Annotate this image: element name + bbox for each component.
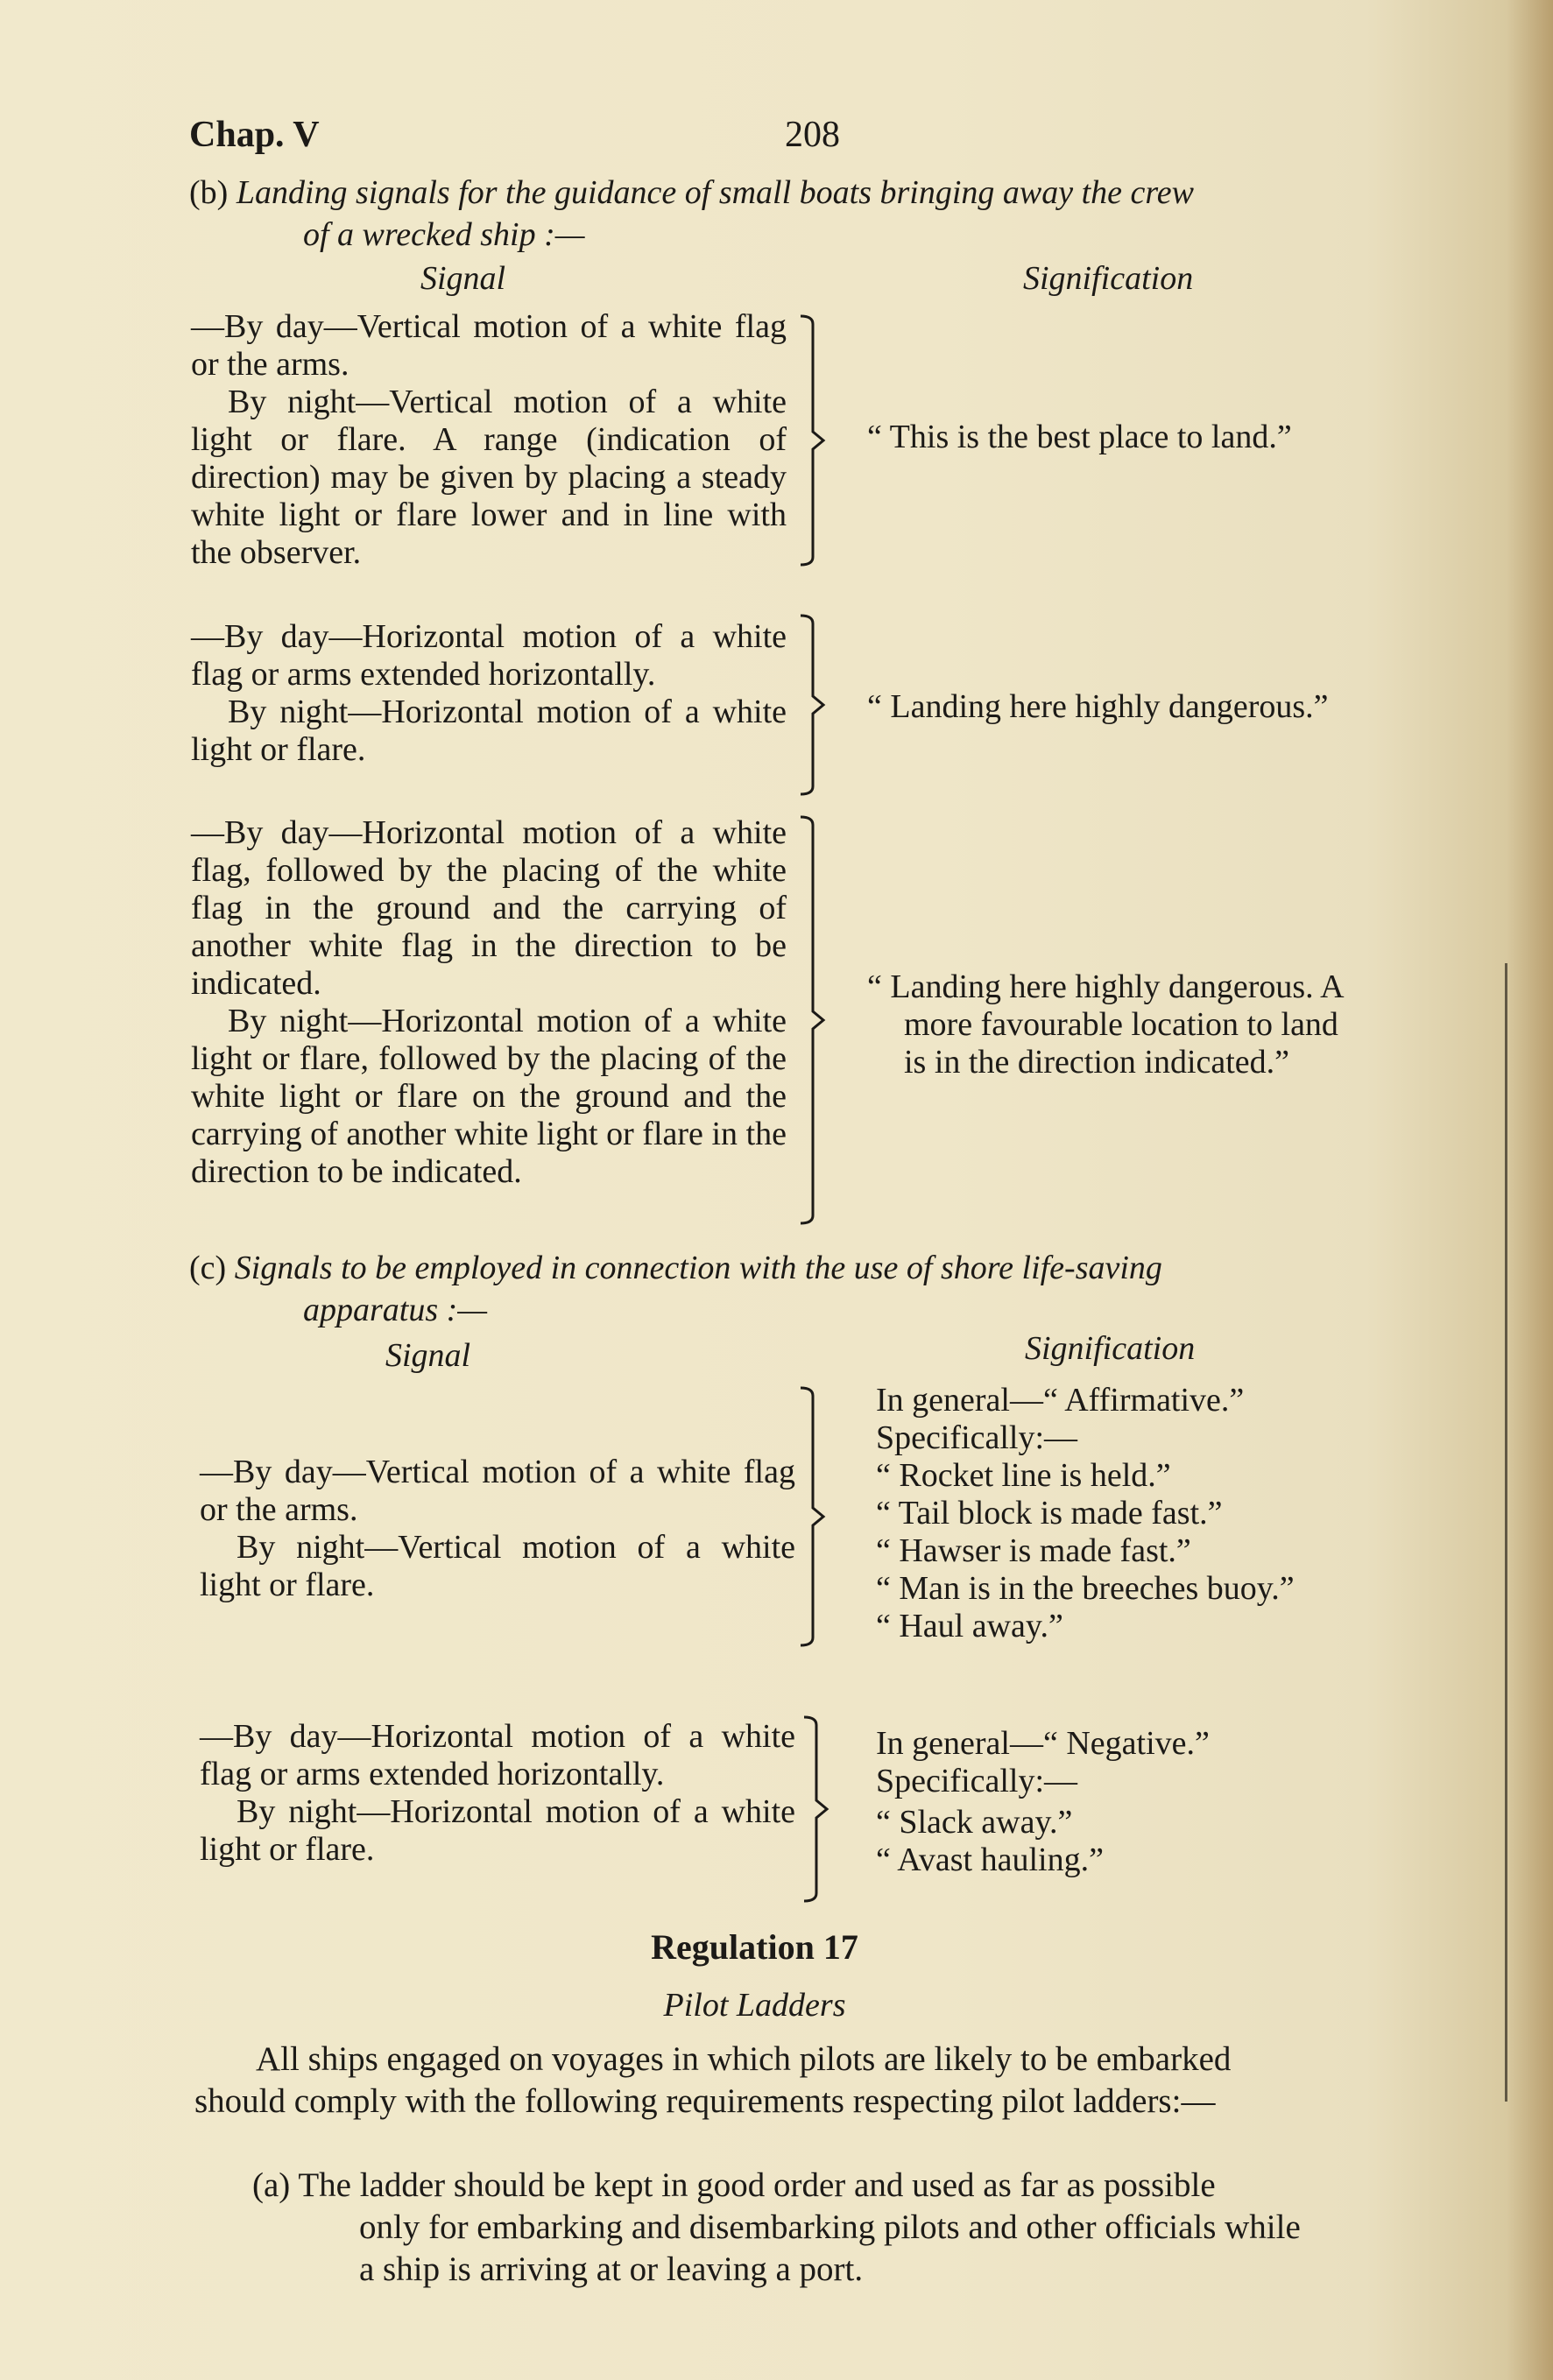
signification-line: “ Rocket line is held.” bbox=[876, 1457, 1171, 1494]
night-signal: By night—Horizontal motion of a white light or flare, followed by the placing of the white light or flare on the ground and the carrying of another white light or flare in the direction to be indicated. bbox=[191, 1003, 787, 1190]
day-signal: —By day—Horizontal motion of a white flag or arms extended horizontally. bbox=[191, 618, 787, 693]
section-b-row-1-meaning bbox=[867, 419, 1292, 456]
day-signal: —By day—Horizontal motion of a white flag, followed by the placing of the white flag in the ground and the carrying of another white flag in the direction to be indicated. bbox=[191, 814, 787, 1002]
signification-text: “ Landing here highly dangerous.” bbox=[867, 688, 1329, 725]
item-a-line1: The ladder should be kept in good order and used as far as possible bbox=[298, 2166, 1216, 2204]
section-c-row-1-meaning bbox=[876, 1382, 1295, 1645]
brace bbox=[797, 613, 832, 797]
brace bbox=[797, 313, 832, 567]
brace bbox=[801, 1715, 836, 1904]
section-c-row-2-signal bbox=[200, 1718, 795, 1869]
section-b-row-2-meaning bbox=[867, 688, 1329, 726]
section-b-row-3-signal bbox=[191, 814, 787, 1191]
section-b-signal-heading: Signal bbox=[420, 260, 506, 297]
brace bbox=[797, 814, 832, 1226]
section-b-signification-heading: Signification bbox=[1023, 260, 1194, 297]
section-b-title-line1: Landing signals for the guidance of small boats bringing away the crew bbox=[236, 174, 1194, 211]
section-c-title bbox=[189, 1247, 1162, 1289]
section-c-row-1-signal bbox=[200, 1454, 795, 1604]
brace bbox=[797, 1385, 832, 1648]
signification-line: Specifically:— bbox=[876, 1763, 1078, 1799]
signification-line: “ Hawser is made fast.” bbox=[876, 1532, 1191, 1569]
day-signal: —By day—Vertical motion of a white flag or the arms. bbox=[191, 308, 787, 383]
signification-line: more favourable location to land bbox=[904, 1006, 1338, 1043]
regulation-title: Regulation 17 bbox=[651, 1927, 858, 1967]
regulation-subtitle: Pilot Ladders bbox=[663, 1987, 846, 2024]
section-c-signification-heading: Signification bbox=[1025, 1330, 1196, 1367]
signification-line: is in the direction indicated.” bbox=[904, 1044, 1290, 1081]
signification-line: In general—“ Affirmative.” bbox=[876, 1382, 1245, 1419]
signification-line: “ Man is in the breeches buoy.” bbox=[876, 1570, 1295, 1607]
section-b-row-2-signal bbox=[191, 618, 787, 769]
signification-line: “ Avast hauling.” bbox=[876, 1841, 1104, 1878]
signification-line: “ Slack away.” bbox=[876, 1804, 1073, 1841]
chapter-label: Chap. V bbox=[189, 115, 320, 155]
day-signal: —By day—Vertical motion of a white flag or the arms. bbox=[200, 1454, 795, 1528]
signification-text: “ This is the best place to land.” bbox=[867, 419, 1292, 455]
signification-line: In general—“ Negative.” bbox=[876, 1725, 1210, 1762]
item-a-label: (a) bbox=[252, 2166, 291, 2204]
signification-line: Specifically:— bbox=[876, 1419, 1078, 1456]
page-number: 208 bbox=[785, 115, 840, 155]
section-b-title bbox=[189, 172, 1194, 214]
section-c-title-line1: Signals to be employed in connection with the use of shore life-saving bbox=[234, 1250, 1162, 1286]
section-c-row-2-meaning bbox=[876, 1725, 1210, 1879]
night-signal: By night—Horizontal motion of a white light or flare. bbox=[200, 1793, 795, 1868]
regulation-intro-line2: should comply with the following requirements respecting pilot ladders:— bbox=[194, 2082, 1216, 2120]
section-c-title-line2: apparatus :— bbox=[303, 1292, 488, 1328]
section-c-label: (c) bbox=[189, 1250, 227, 1286]
item-a-line2: only for embarking and disembarking pilots and other officials while bbox=[359, 2208, 1301, 2246]
section-b-title-line2: of a wrecked ship :— bbox=[303, 216, 585, 253]
night-signal: By night—Horizontal motion of a white light or flare. bbox=[191, 694, 787, 768]
section-c-signal-heading: Signal bbox=[385, 1337, 471, 1374]
regulation-intro-line1: All ships engaged on voyages in which pilots are likely to be embarked bbox=[256, 2040, 1232, 2078]
signification-line: “ Landing here highly dangerous. A bbox=[867, 968, 1345, 1005]
signification-line: “ Haul away.” bbox=[876, 1608, 1063, 1644]
regulation-item-a bbox=[252, 2165, 1216, 2207]
item-a-line3: a ship is arriving at or leaving a port. bbox=[359, 2250, 864, 2288]
day-signal: —By day—Horizontal motion of a white flag or arms extended horizontally. bbox=[200, 1718, 795, 1792]
night-signal: By night—Vertical motion of a white light or flare. bbox=[200, 1529, 795, 1603]
signification-line: “ Tail block is made fast.” bbox=[876, 1495, 1223, 1532]
night-signal: By night—Vertical motion of a white light or flare. A range (indication of direction) may be given by placing a steady white light or flare lower and in line with the observer. bbox=[191, 384, 787, 571]
section-b-label: (b) bbox=[189, 174, 229, 211]
section-b-row-3-meaning bbox=[867, 968, 1345, 1081]
section-b-row-1-signal bbox=[191, 308, 787, 572]
